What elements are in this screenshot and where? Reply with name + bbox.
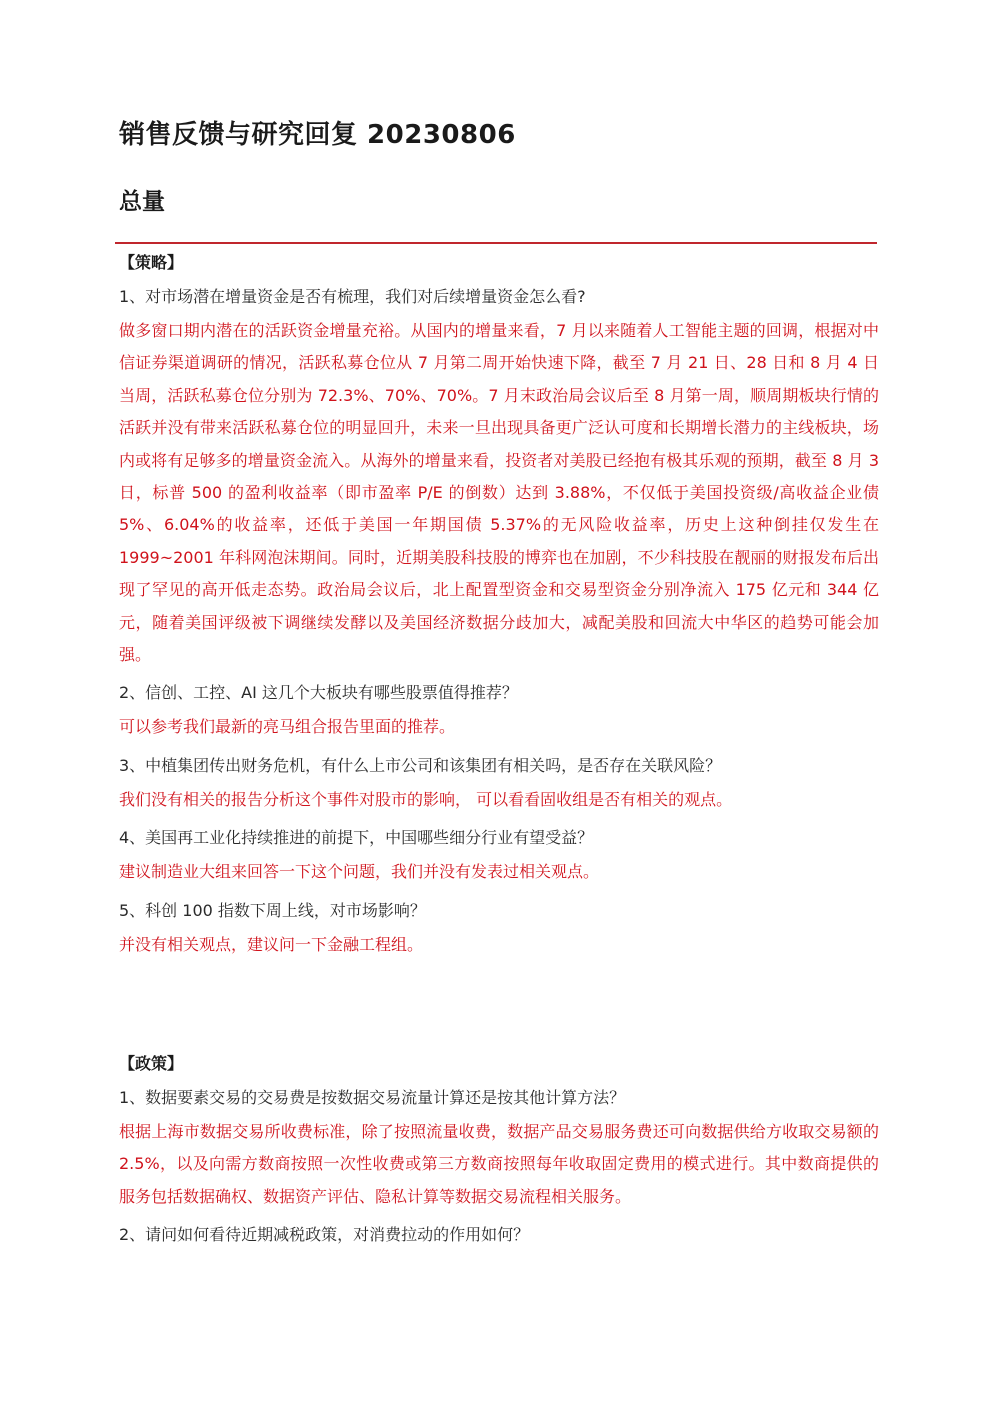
section-heading: 总量: [119, 189, 165, 215]
policy-tag: 【政策】: [119, 1054, 184, 1073]
strategy-question-2: 2、信创、工控、AI 这几个大板块有哪些股票值得推荐？: [119, 683, 518, 703]
strategy-question-4: 4、美国再工业化持续推进的前提下，中国哪些细分行业有望受益？: [119, 828, 594, 848]
section-divider: [115, 242, 877, 244]
document-title: 销售反馈与研究回复 20230806: [119, 120, 516, 150]
policy-question-2: 2、请问如何看待近期减税政策，对消费拉动的作用如何？: [119, 1225, 530, 1245]
strategy-answer-4: 建议制造业大组来回答一下这个问题，我们并没有发表过相关观点。: [119, 862, 600, 882]
policy-answer-1: 根据上海市数据交易所收费标准，除了按照流量收费，数据产品交易服务费还可向数据供给方收取交易额的 2.5%，以及向需方数商按照一次性收费或第三方数商按照每年收取固定费用的模式进行。其中数商提供的服务包括数据确权、数据资产评估、隐私计算等数据交易流程相关服务。: [119, 1122, 879, 1206]
strategy-section: [119, 247, 879, 965]
strategy-answer-5: 并没有相关观点，建议问一下金融工程组。: [119, 934, 424, 954]
policy-question-1: 1、数据要素交易的交易费是按数据交易流量计算还是按其他计算方法？: [119, 1088, 626, 1107]
strategy-question-5: 5、科创 100 指数下周上线，对市场影响？: [119, 900, 426, 920]
strategy-question-1: 1、对市场潜在增量资金是否有梳理，我们对后续增量资金怎么看?: [119, 287, 586, 306]
strategy-answer-2: 可以参考我们最新的亮马组合报告里面的推荐。: [119, 717, 456, 737]
strategy-question-3: 3、中植集团传出财务危机，有什么上市公司和该集团有相关吗，是否存在关联风险？: [119, 755, 722, 775]
strategy-answer-3: 我们没有相关的报告分析这个事件对股市的影响， 可以看看固收组是否有相关的观点。: [119, 789, 733, 809]
strategy-answer-1: 做多窗口期内潜在的活跃资金增量充裕。从国内的增量来看，7 月以来随着人工智能主题的回调，根据对中信证券渠道调研的情况，活跃私募仓位从 7 月第二周开始快速下降，截至 7 月 21 日、28 日和 8 月 4 日当周，活跃私募仓位分别为 72.3%、70%、70%。7 月末政治局会议后至 8 月第一周，顺周期板块行情的活跃并没有带来活跃私募仓位的明显回升，未来一旦出现具备更广泛认可度和长期增长潜力的主线板块，场内或将有足够多的增量资金流入。从海外的增量来看，投资者对美股已经抱有极其乐观的预期，截至 8 月 3 日，标普 500 的盈利收益率（即市盈率 P/E 的倒数）达到 3.88%，不仅低于美国投资级/高收益企业债 5%、6.04%的收益率，还低于美国一年期国债 5.37%的无风险收益率，历史上这种倒挂仅发生在 1999~2001 年科网泡沫期间。同时，近期美股科技股的博弈也在加剧，不少科技股在靓丽的财报发布后出现了罕见的高开低走态势。政治局会议后，北上配置型资金和交易型资金分别净流入 175 亿元和 344 亿元，随着美国评级被下调继续发酵以及美国经济数据分歧加大，减配美股和回流大中华区的趋势可能会加强。: [119, 321, 879, 665]
strategy-tag: 【策略】: [119, 253, 184, 272]
policy-section: [119, 1048, 879, 1253]
